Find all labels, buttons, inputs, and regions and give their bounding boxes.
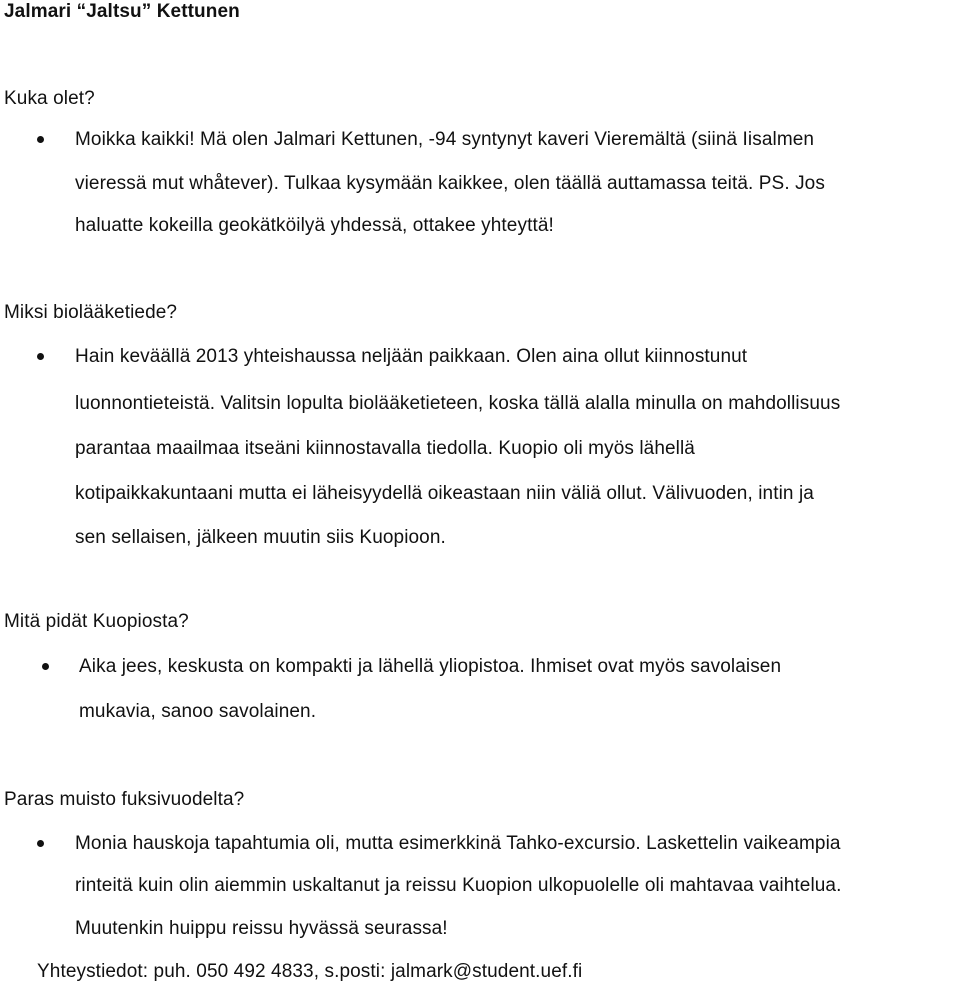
answer-line: mukavia, sanoo savolainen. — [79, 701, 317, 722]
section-question: Kuka olet? — [4, 88, 95, 109]
section-question: Miksi biolääketiede? — [4, 302, 178, 323]
answer-line: parantaa maailmaa itseäni kiinnostavalla tiedolla. Kuopio oli myös lähellä — [75, 438, 695, 459]
answer-line: Muutenkin huippu reissu hyvässä seurassa! — [75, 918, 448, 939]
answer-line: haluatte kokeilla geokätköilyä yhdessä, ottakee yhteyttä! — [75, 215, 554, 236]
answer-line: Hain keväällä 2013 yhteishaussa neljään paikkaan. Olen aina ollut kiinnostunut — [75, 346, 748, 367]
answer-line: sen sellaisen, jälkeen muutin siis Kuopioon. — [75, 527, 446, 548]
answer-line: kotipaikkakuntaani mutta ei läheisyydellä oikeastaan niin väliä ollut. Välivuoden, intin ja — [75, 483, 814, 504]
answer-line: rinteitä kuin olin aiemmin uskaltanut ja reissu Kuopion ulkopuolelle oli mahtavaa vaihtelua. — [75, 875, 842, 896]
bullet-icon — [37, 353, 44, 360]
answer-line: luonnontieteistä. Valitsin lopulta biolääketieteen, koska tällä alalla minulla on mahdollisuus — [75, 393, 841, 414]
answer-line: vieressä mut whåtever). Tulkaa kysymään kaikkee, olen täällä auttamassa teitä. PS. Jos — [75, 173, 825, 194]
bullet-icon — [42, 663, 49, 670]
section-question: Mitä pidät Kuopiosta? — [4, 611, 189, 632]
document-title: Jalmari “Jaltsu” Kettunen — [4, 1, 240, 22]
answer-line: Aika jees, keskusta on kompakti ja lähellä yliopistoa. Ihmiset ovat myös savolaisen — [79, 656, 782, 677]
section-question: Paras muisto fuksivuodelta? — [4, 789, 245, 810]
bullet-icon — [37, 136, 44, 143]
bullet-icon — [37, 840, 44, 847]
answer-line: Monia hauskoja tapahtumia oli, mutta esimerkkinä Tahko-excursio. Laskettelin vaikeampia — [75, 833, 841, 854]
answer-line: Moikka kaikki! Mä olen Jalmari Kettunen, -94 syntynyt kaveri Vieremältä (siinä Iisalmen — [75, 129, 815, 150]
contact-info: Yhteystiedot: puh. 050 492 4833, s.posti: jalmark@student.uef.fi — [37, 961, 583, 982]
